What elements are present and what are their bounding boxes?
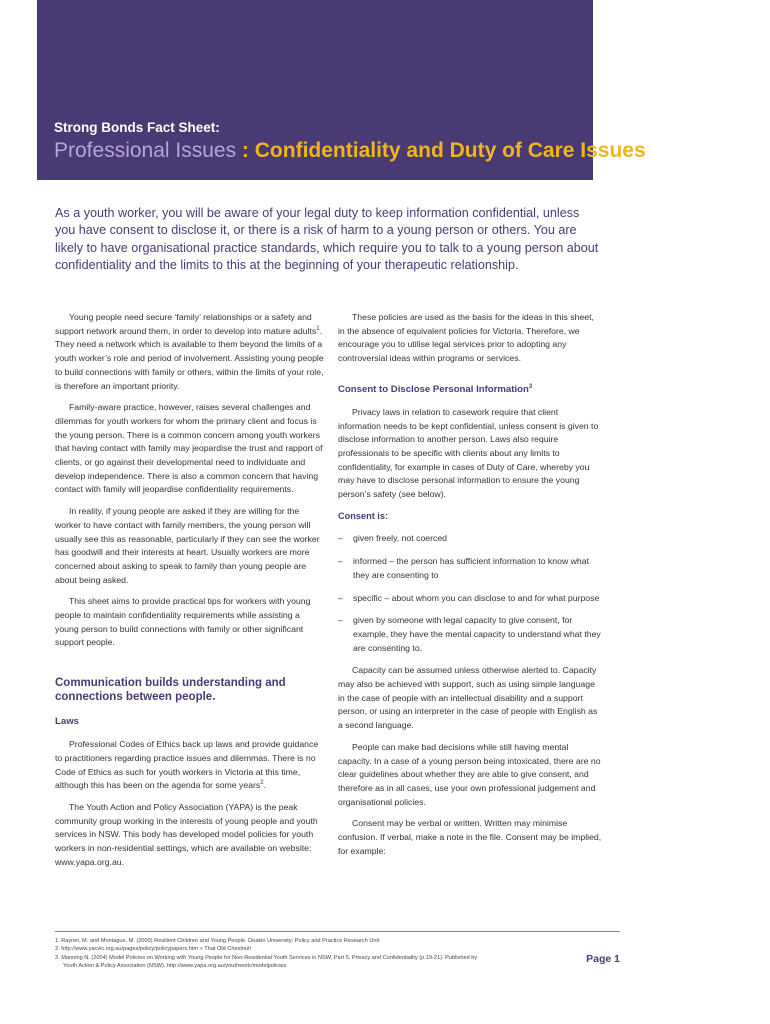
list-item-text: informed – the person has sufficient information to know what they are consenting to	[353, 556, 589, 580]
paragraph: People can make bad decisions while still having mental capacity. In a case of a young person being intoxicated, there are no clear guidelines about whether they are able to give consent, and therefore as in all cases, use your own professional judgement and organisational policies.	[338, 741, 601, 807]
header-banner	[37, 0, 646, 180]
intro-paragraph: As a youth worker, you will be aware of your legal duty to keep information confidential, unless you have consent to disclose it, or there is a risk of harm to a young person or others. You are likely to have organisational practice standards, which require you to talk to a young person about confidentiality and the limits to this at the beginning of your therapeutic relationship.	[55, 206, 599, 272]
list-item	[338, 614, 603, 655]
dash: –	[338, 592, 343, 603]
dash: –	[338, 533, 343, 544]
heading-text: Consent to Disclose Personal Information	[338, 383, 529, 395]
fact-sheet-kicker: Strong Bonds Fact Sheet:	[54, 120, 220, 135]
footnote-ref: 2	[260, 780, 264, 787]
list-item	[338, 592, 603, 606]
paragraph: These policies are used as the basis for the ideas in this sheet, in the absence of equivalent policies for Victoria. Therefore, we encourage you to utilise legal services prior to adopting any controversial ideas within programs or services.	[338, 312, 594, 364]
list-item-text: given freely, not coerced	[353, 533, 448, 544]
paragraph	[55, 738, 325, 793]
title-separator: :	[236, 139, 255, 162]
consent-list	[338, 532, 603, 655]
text: .	[263, 780, 267, 791]
title-light: Professional Issues	[54, 139, 237, 162]
paragraph: Consent may be verbal or written. Written may minimise confusion. If verbal, make a note in the file. Consent may be implied, for example:	[338, 818, 602, 856]
section-heading-laws: Laws	[55, 716, 79, 728]
page-number: Page 1	[586, 953, 620, 965]
right-column	[338, 311, 603, 867]
list-item-text: specific – about whom you can disclose to and for what purpose	[353, 592, 600, 603]
list-item	[338, 532, 603, 546]
section-heading-communication: Communication builds understanding and connections between people.	[55, 677, 286, 704]
paragraph: Family-aware practice, however, raises several challenges and dilemmas for youth workers for whom the primary client and focus is the young person. There is a common concern among youth workers that having contact with family may jeopardise the trust and rapport of clients, or go against their developmental need to individuate and develop independence. There is also a common concern that having contact with family will jeopardise confidentiality requirements.	[55, 402, 323, 495]
footnote: 2. http://www.yacvic.org.au/pages/policy/policypapers.htm > That Old Chestnut!	[55, 946, 252, 953]
dash: –	[338, 556, 343, 567]
paragraph: In reality, if young people are asked if they are willing for the worker to have contact with family members, the young person will usually see this as reasonable, particularly if they can see the worker has goodwill and their interests at heart. Usually workers are more concerned about asking to speak to family than young people are about being asked.	[55, 506, 320, 585]
footnote-ref: 3	[528, 383, 533, 390]
consent-is-label: Consent is:	[338, 510, 389, 521]
paragraph	[55, 311, 325, 393]
footnote-ref: 1	[316, 325, 320, 332]
page-title	[54, 138, 646, 164]
list-item	[338, 555, 603, 582]
title-bold: Confidentiality and Duty of Care Issues	[254, 139, 646, 162]
footnote: 3. Manning N. (2004) Model Policies on Working with Young People for Non-Residential Youth Services in NSW, Part 5, Privacy and Confidentiality (p.19-21). Published by	[55, 954, 478, 961]
list-item-text: given by someone with legal capacity to give consent, for example, they have the mental capacity to understand what they are consenting to.	[353, 615, 601, 653]
left-column	[55, 311, 325, 878]
footnote: Youth Action & Policy Association (NSW). http://www.yapa.org.au/youthwork/modelpolicies	[63, 962, 287, 969]
text: Professional Codes of Ethics back up laws and provide guidance to practitioners regarding practice issues and dilemmas. There is no Code of Ethics as such for youth workers in Victoria at this time, although this has been on the agenda for some years	[55, 739, 319, 791]
paragraph: Capacity can be assumed unless otherwise alerted to. Capacity may also be achieved with support, such as using simple language in the case of people with an intellectual disability and a support person, or using an interpreter in the case of people with English as a second language.	[338, 665, 598, 731]
section-heading-consent	[338, 384, 603, 396]
footnotes	[55, 937, 525, 970]
paragraph: The Youth Action and Policy Association (YAPA) is the peak community group working in the interests of young people and youth services in NSW. This body has developed model policies for youth workers in non-residential settings, which are available on website: www.yapa.org.au.	[55, 801, 318, 867]
footnote: 1. Rayner, M. and Montague, M. (2000) Resilient Children and Young People. Deakin University: Policy and Practice Research Unit	[55, 938, 380, 944]
dash: –	[338, 615, 343, 626]
text: Young people need secure ‘family’ relationships or a safety and support network around them, in order to develop into mature adults	[55, 312, 317, 336]
text: . They need a network which is available to them beyond the limits of a youth worker’s role and period of involvement. Assisting young people to build connections with family or others, within the limits of your role, is therefore an important priority.	[55, 325, 324, 391]
footnote-divider	[55, 931, 620, 932]
paragraph: Privacy laws in relation to casework require that client information needs to be kept confidential, unless consent is given to disclose information to another person. Laws also require professionals to be specific with clients about any limits to confidentiality, for example in cases of Duty of Care, whereby you may have to disclose personal information to ensure the young person’s safety (see below).	[338, 406, 599, 500]
paragraph: This sheet aims to provide practical tips for workers with young people to maintain confidentiality requirements while assisting a young person to build connections with family or other significant support people.	[55, 596, 311, 648]
